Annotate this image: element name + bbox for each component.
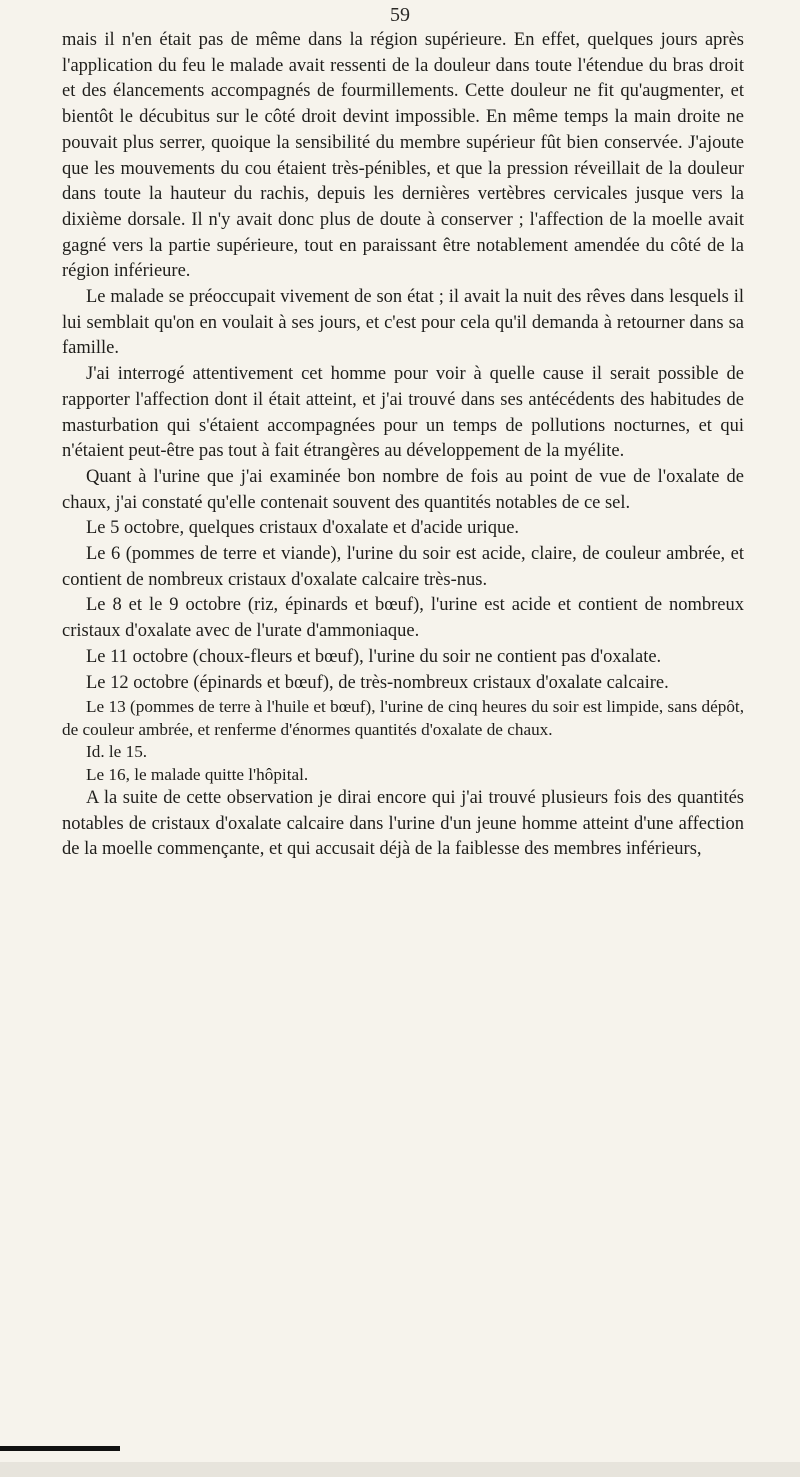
paragraph: Le 5 octobre, quelques cristaux d'oxalate et d'acide urique.: [86, 518, 520, 539]
page-number: 59: [390, 4, 410, 26]
scan-bottom-edge: [0, 1462, 800, 1477]
paragraph: Le 12 octobre (épinards et bœuf), de très-nombreux cristaux d'oxalate calcaire.: [86, 672, 669, 693]
paragraph: Le 13 (pommes de terre à l'huile et bœuf), l'urine de cinq heures du soir est limpide, sans dépôt, de couleur ambrée, et renferme d'énormes quantités d'oxalate de chaux.: [62, 697, 744, 739]
scan-edge-mark: [0, 1446, 120, 1451]
paragraph: Le malade se préoccupait vivement de son état ; il avait la nuit des rêves dans lesquels il lui semblait qu'on en voulait à ses jours, et c'est pour cela qu'il demanda à retourner dans sa famille.: [62, 287, 744, 359]
paragraph: Le 11 octobre (choux-fleurs et bœuf), l'urine du soir ne contient pas d'oxalate.: [86, 646, 662, 667]
paragraph: Le 16, le malade quitte l'hôpital.: [86, 764, 309, 784]
paragraph: Le 8 et le 9 octobre (riz, épinards et bœuf), l'urine est acide et contient de nombreux cristaux d'oxalate avec de l'urate d'ammoniaque.: [62, 595, 744, 642]
paragraph: Le 6 (pommes de terre et viande), l'urine du soir est acide, claire, de couleur ambrée, et contient de nombreux cristaux d'oxalate calcaire très-nus.: [62, 544, 744, 590]
paragraph: mais il n'en était pas de même dans la région supérieure. En effet, quelques jours après l'application du feu le malade avait ressenti de la douleur dans toute l'étendue du bras droit et des élancements accompagnés de fourmillements. Cette douleur ne fit qu'augmenter, et bientôt le décubitus sur le côté droit devint impossible. En même temps la main droite ne pouvait plus serrer, quoique la sensibilité du membre supérieur fût bien conservée. J'ajoute que les mouvements du cou étaient très-pénibles, et que la pression réveillait de la douleur dans toute la hauteur du rachis, depuis les dernières vertèbres cervicales jusque vers la dixième dorsale. Il n'y avait donc plus de doute à conserver ; l'affection de la moelle avait gagné vers la partie supérieure, tout en paraissant être notablement amendée du côté de la région inférieure.: [62, 30, 744, 282]
body-text: [62, 28, 744, 863]
paragraph: Id. le 15.: [86, 742, 148, 762]
paragraph: J'ai interrogé attentivement cet homme pour voir à quelle cause il serait possible de rapporter l'affection dont il était atteint, et j'ai trouvé dans ses antécédents des habitudes de masturbation qui s'étaient accompagnées pour un temps de pollutions nocturnes, et qui n'étaient peut-être pas tout à fait étrangères au développement de la myélite.: [62, 364, 744, 462]
paragraph: A la suite de cette observation je dirai encore qui j'ai trouvé plusieurs fois des quantités notables de cristaux d'oxalate calcaire dans l'urine d'un jeune homme atteint d'une affection de la moelle commençante, et qui accusait déjà de la faiblesse des membres inférieurs,: [62, 787, 744, 860]
paragraph: Quant à l'urine que j'ai examinée bon nombre de fois au point de vue de l'oxalate de chaux, j'ai constaté qu'elle contenait souvent des quantités notables de ce sel.: [62, 466, 744, 513]
